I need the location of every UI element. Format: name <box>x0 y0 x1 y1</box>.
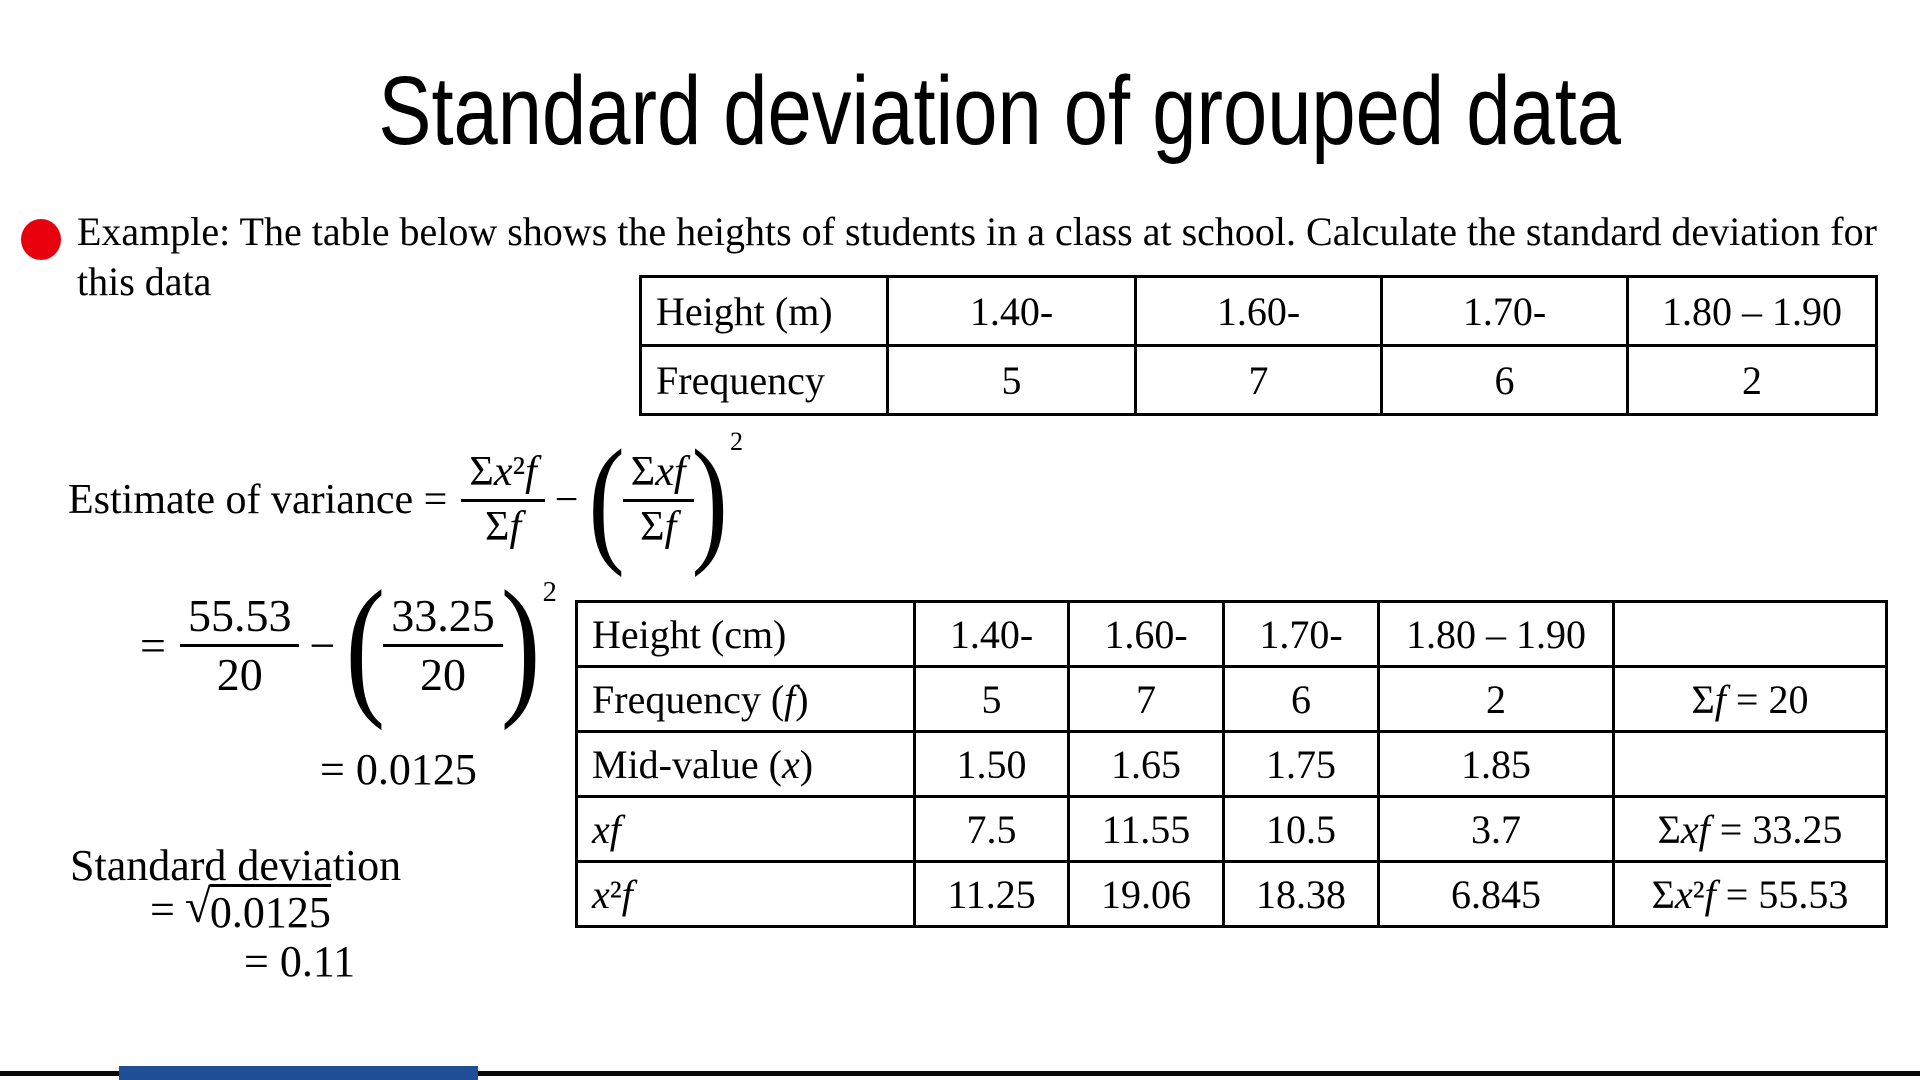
fraction-denominator: Σf <box>640 503 677 550</box>
open-paren: ( <box>345 558 386 732</box>
table-cell: 1.85 <box>1379 732 1614 797</box>
squared-exponent: 2 <box>729 427 743 456</box>
minus-sign: − <box>309 619 336 671</box>
table-cell: 19.06 <box>1069 862 1224 927</box>
working-table <box>575 600 1888 928</box>
table-cell: 7 <box>1136 346 1382 415</box>
table-cell: Σxf = 33.25 <box>1614 797 1887 862</box>
page-title <box>0 58 1920 165</box>
close-paren: ) <box>691 420 728 579</box>
table-cell: 1.80 – 1.90 <box>1628 277 1877 346</box>
variance-result: = 0.0125 <box>320 745 477 794</box>
fraction-3325-20 <box>383 590 503 700</box>
table-row <box>577 732 1887 797</box>
table-cell: 1.60- <box>1069 602 1224 667</box>
table-row <box>577 667 1887 732</box>
fraction-denominator: Σf <box>484 503 522 550</box>
standard-deviation-label: Standard deviation <box>70 841 402 890</box>
table-cell: 1.65 <box>1069 732 1224 797</box>
equals-sign: = <box>140 619 166 671</box>
table-cell: 1.60- <box>1136 277 1382 346</box>
table-cell: xf <box>577 797 915 862</box>
table-cell: 7.5 <box>915 797 1069 862</box>
table-cell: Height (cm) <box>577 602 915 667</box>
fraction-numerator: 55.53 <box>180 590 300 647</box>
table-row <box>641 277 1877 346</box>
table-cell: 1.70- <box>1224 602 1379 667</box>
fraction-5553-20 <box>180 590 300 700</box>
table-cell: Frequency <box>641 346 888 415</box>
table-cell: 2 <box>1379 667 1614 732</box>
table-cell: 5 <box>915 667 1069 732</box>
sqrt-radicand: 0.0125 <box>210 884 331 939</box>
fraction-numerator: Σxf <box>623 449 694 501</box>
table-cell: Σf = 20 <box>1614 667 1887 732</box>
open-paren: ( <box>588 420 625 579</box>
table-cell: 1.75 <box>1224 732 1379 797</box>
fraction-denominator: 20 <box>216 648 263 700</box>
table-cell: 3.7 <box>1379 797 1614 862</box>
table-cell <box>1614 602 1887 667</box>
variance-formula-lead: Estimate of variance = <box>68 477 448 523</box>
table-cell: 6.845 <box>1379 862 1614 927</box>
table-cell: Mid-value (x) <box>577 732 915 797</box>
page-title-text: Standard deviation of grouped data <box>378 56 1622 165</box>
close-paren: ) <box>500 558 541 732</box>
standard-deviation-result: = 0.11 <box>244 937 356 986</box>
sqrt-icon: √ <box>184 881 211 933</box>
fraction-sum-x2f <box>461 449 544 550</box>
table-cell: 1.80 – 1.90 <box>1379 602 1614 667</box>
table-row <box>577 602 1887 667</box>
squared-exponent: 2 <box>542 577 557 608</box>
table-cell: 1.40- <box>915 602 1069 667</box>
variance-formula <box>68 420 743 579</box>
table-cell: 1.50 <box>915 732 1069 797</box>
table-cell: 11.25 <box>915 862 1069 927</box>
substitution-formula <box>140 558 557 732</box>
example-text: Example: The table below shows the heights of students in a class at school. Calculate the standard deviation for this data <box>77 209 1877 304</box>
minus-sign: − <box>554 477 579 523</box>
fraction-sum-xf <box>623 449 694 550</box>
table-cell: Σx²f = 55.53 <box>1614 862 1887 927</box>
equals-sign: = <box>150 885 175 934</box>
bullet-marker-icon <box>21 219 61 260</box>
table-cell: 7 <box>1069 667 1224 732</box>
table-cell: 6 <box>1224 667 1379 732</box>
table-cell: 1.70- <box>1382 277 1628 346</box>
table-cell: 1.40- <box>888 277 1136 346</box>
standard-deviation-sqrt-line <box>150 881 331 939</box>
table-row <box>577 862 1887 927</box>
fraction-denominator: 20 <box>419 648 466 700</box>
table-row <box>577 797 1887 862</box>
table-cell: 5 <box>888 346 1136 415</box>
table-cell: Frequency (f) <box>577 667 915 732</box>
table-cell: 6 <box>1382 346 1628 415</box>
table-row <box>641 346 1877 415</box>
table-cell: 2 <box>1628 346 1877 415</box>
table-cell: 10.5 <box>1224 797 1379 862</box>
bottom-accent-bar <box>119 1066 478 1080</box>
table-cell: Height (m) <box>641 277 888 346</box>
heights-summary-table <box>639 275 1878 416</box>
fraction-numerator: 33.25 <box>383 590 503 647</box>
table-cell <box>1614 732 1887 797</box>
table-cell: x²f <box>577 862 915 927</box>
table-cell: 18.38 <box>1224 862 1379 927</box>
fraction-numerator: Σx²f <box>461 449 544 501</box>
table-cell: 11.55 <box>1069 797 1224 862</box>
